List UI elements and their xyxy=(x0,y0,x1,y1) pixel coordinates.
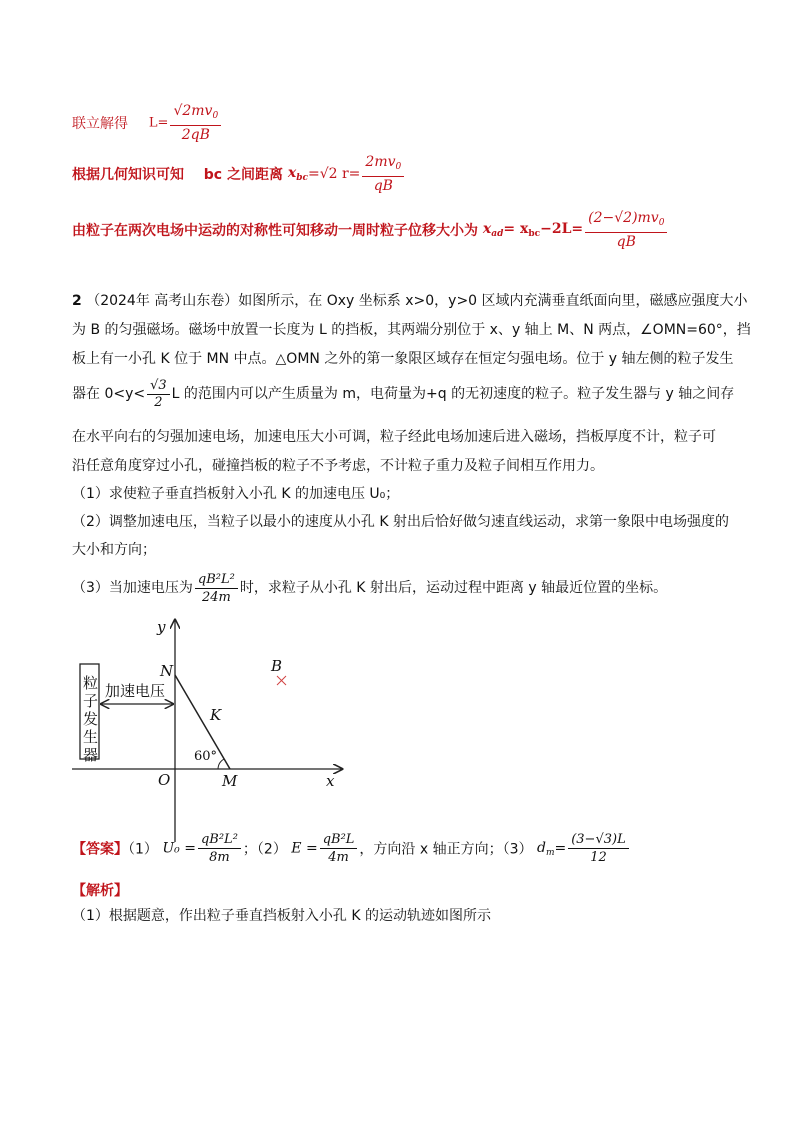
answer1-fraction: $\frac{\text{qB²L²}}{8m}$ xyxy=(198,832,241,865)
problem-line-4: 器在 0<y< $\frac{√3}{2}$ L 的范围内可以产生质量为 m，电荷量为+q 的无初速度的粒子。粒子发生器与 y 轴之间存 xyxy=(72,378,735,410)
displacement-fraction: $\frac{(2-√2)mv_0}{qB}$ xyxy=(585,210,667,250)
N-label: N xyxy=(160,662,174,680)
solve-line xyxy=(72,103,223,143)
analysis-tag: 【解析】 xyxy=(72,883,128,899)
problem-source: （2024年 高考山东卷） xyxy=(86,293,239,309)
symmetry-label: 由粒子在两次电场中运动的对称性可知移动一周时粒子位移大小为 xyxy=(72,223,478,239)
geometry-label: 根据几何知识可知 xyxy=(72,167,184,183)
angle-arc xyxy=(218,759,224,769)
sqrt3-fraction: $\frac{√3}{2}$ xyxy=(147,379,170,410)
bc-fraction: $\frac{2mv_0}{qB}$ xyxy=(362,154,404,194)
M-label: M xyxy=(222,772,238,790)
symmetry-line: 由粒子在两次电场中运动的对称性可知移动一周时粒子位移大小为 $x_{ad}= x_{bc}-2L=$ $\frac{(2-√2)mv_0}{qB}$ xyxy=(72,210,669,250)
L-eq: L= xyxy=(148,115,169,131)
x-label: x xyxy=(326,772,335,790)
problem-line-1: 2 （2024年 高考山东卷）如图所示，在 Oxy 坐标系 x>0，y>0 区域内充满垂直纸面向里，磁感应强度大小 xyxy=(72,293,748,309)
question-2b: 大小和方向； xyxy=(72,542,156,558)
answer2-fraction: $\frac{\text{qB²L}}{4m}$ xyxy=(320,832,358,865)
voltage-label: 加速电压 xyxy=(105,682,166,700)
problem-number: 2 xyxy=(72,293,82,309)
answer-line: 【答案】（1） U₀ = $\frac{\text{qB²L²}}{8m}$ ；（2） E = $\frac{\text{qB²L}}{4m}$ ，方向沿 x 轴正方向；（3） $d_m=$ $\frac{(3-√3)L}{12}$ xyxy=(72,832,631,865)
question-2a: （2）调整加速电压，当粒子以最小的速度从小孔 K 射出后恰好做匀速直线运动，求第一象限中电场强度的 xyxy=(72,514,729,530)
answer-tag: 【答案】 xyxy=(72,841,128,858)
problem-line-6: 沿任意角度穿过小孔，碰撞挡板的粒子不予考虑，不计粒子重力及粒子间相互作用力。 xyxy=(72,458,604,474)
voltage-fraction: $\frac{\text{qB²L²}}{24m}$ xyxy=(195,572,238,605)
analysis-step-1: （1）根据题意，作出粒子垂直挡板射入小孔 K 的运动轨迹如图所示 xyxy=(72,908,491,924)
angle-label: 60° xyxy=(194,749,218,764)
generator-label: 粒 子 发 生 器 xyxy=(82,674,98,764)
y-label: y xyxy=(157,618,166,636)
answer3-fraction: $\frac{(3-√3)L}{12}$ xyxy=(568,832,629,865)
problem-line-5: 在水平向右的匀强加速电场，加速电压大小可调，粒子经此电场加速后进入磁场，挡板厚度不计，粒子可 xyxy=(72,429,716,445)
K-label: K xyxy=(210,706,222,724)
question-1: （1）求使粒子垂直挡板射入小孔 K 的加速电压 U₀； xyxy=(72,486,400,502)
problem-figure xyxy=(70,612,360,844)
L-fraction: $\frac{√2mv_0}{2qB}$ xyxy=(170,103,221,143)
problem-line-2: 为 B 的匀强磁场。磁场中放置一长度为 L 的挡板，其两端分别位于 x、y 轴上 M、N 两点，∠OMN=60°，挡 xyxy=(72,322,751,338)
B-label: B xyxy=(271,657,283,675)
solve-label: 联立解得 xyxy=(72,116,128,132)
problem-line-3: 板上有一小孔 K 位于 MN 中点。△OMN 之外的第一象限区域存在恒定匀强电场。位于 y 轴左侧的粒子发生 xyxy=(72,351,734,367)
origin-label: O xyxy=(158,771,171,789)
question-3: （3）当加速电压为 $\frac{\text{qB²L²}}{24m}$ 时，求粒子从小孔 K 射出后，运动过程中距离 y 轴最近位置的坐标。 xyxy=(72,572,668,605)
geometry-line: 根据几何知识可知 bc 之间距离 $x_{bc}=√2$ r= $\frac{2mv_0}{qB}$ xyxy=(72,154,406,194)
